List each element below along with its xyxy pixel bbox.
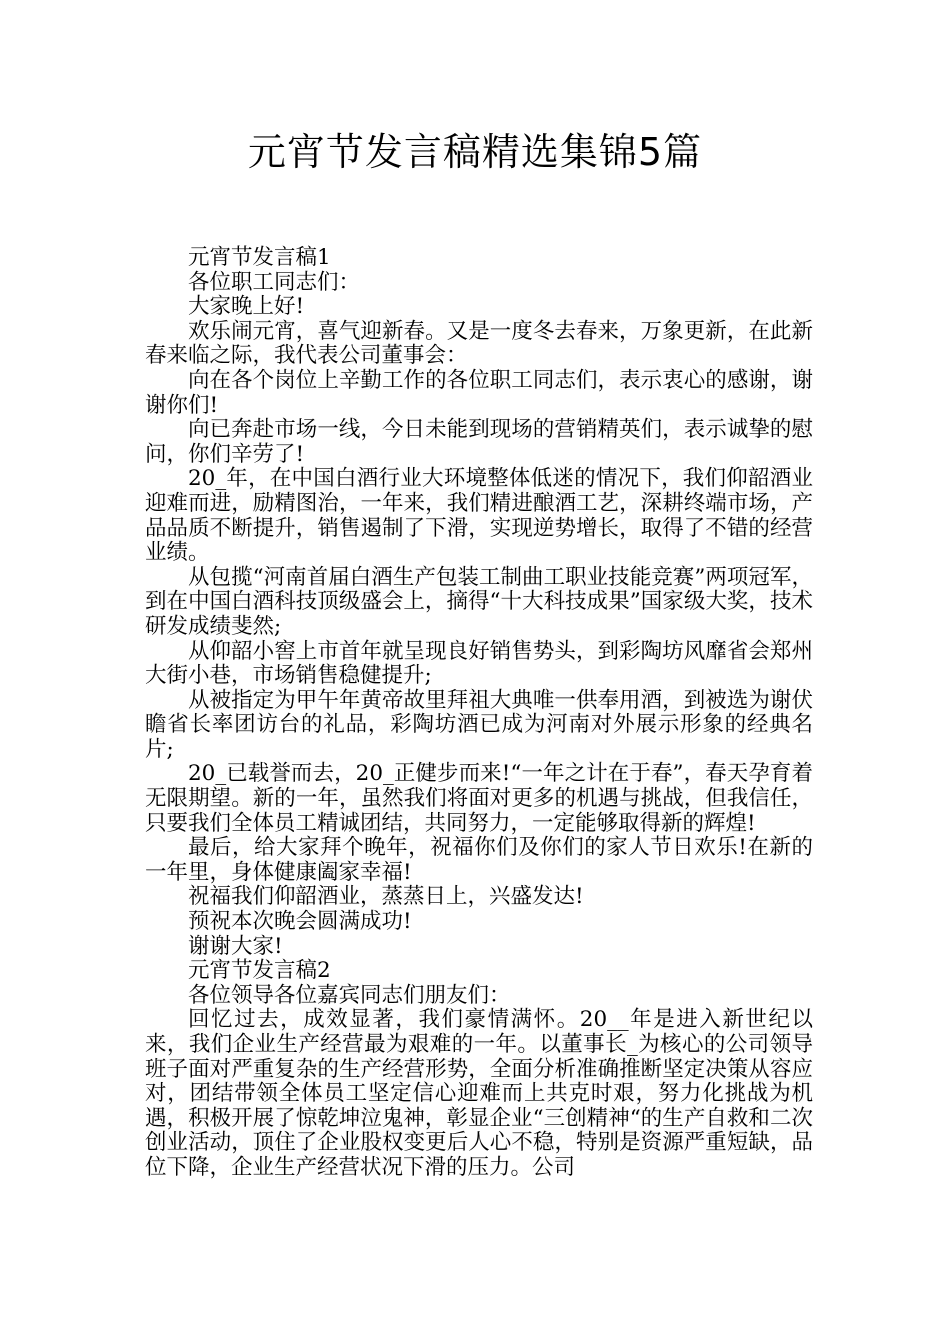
paragraph: 欢乐闹元宵，喜气迎新春。又是一度冬去春来，万象更新，在此新春来临之际，我代表公司董事会： <box>145 318 813 369</box>
paragraph: 从仰韶小窖上市首年就呈现良好销售势头，到彩陶坊风靡省会郑州大街小巷，市场销售稳健提升; <box>145 638 813 689</box>
paragraph: 谢谢大家! <box>188 933 283 959</box>
paragraph: 从被指定为甲午年黄帝故里拜祖大典唯一供奉用酒，到被选为谢伏瞻省长率团访台的礼品，彩陶坊酒已成为河南对外展示形象的经典名片; <box>145 687 813 762</box>
paragraph: 20_年，在中国白酒行业大环境整体低迷的情况下，我们仰韶酒业迎难而进，励精图治，一年来，我们精进酿酒工艺，深耕终端市场，产品品质不断提升，销售遏制了下滑，实现逆势增长，取得了不错的经营业绩。 <box>145 466 813 566</box>
paragraph: 各位职工同志们： <box>188 269 361 295</box>
paragraph: 回忆过去，成效显著，我们豪情满怀。20__年是进入新世纪以来，我们企业生产经营最为艰难的一年。以董事长_为核心的公司领导班子面对严重复杂的生产经营形势，全面分析准确推断坚定决策从容应对，团结带领全体员工坚定信心迎难而上共克时艰，努力化挑战为机遇，积极开展了惊乾坤泣鬼神，彰显企业“三创精神“的生产自救和二次创业活动，顶住了企业股权变更后人心不稳，特别是资源严重短缺，品位下降，企业生产经营状况下滑的压力。公司 <box>145 1007 813 1180</box>
paragraph: 向已奔赴市场一线，今日未能到现场的营销精英们，表示诚挚的慰问，你们辛劳了! <box>145 417 813 467</box>
paragraph: 预祝本次晚会圆满成功! <box>188 909 412 935</box>
paragraph: 元宵节发言稿2 <box>188 958 331 984</box>
document-body <box>145 246 813 1181</box>
paragraph: 祝福我们仰韶酒业，蒸蒸日上，兴盛发达! <box>188 884 584 910</box>
paragraph: 最后，给大家拜个晚年，祝福你们及你们的家人节日欢乐!在新的一年里，身体健康阖家幸福! <box>145 835 813 885</box>
paragraph: 从包揽“河南首届白酒生产包装工制曲工职业技能竞赛”两项冠军，到在中国白酒科技顶级盛会上，摘得“十大科技成果”国家级大奖，技术研发成绩斐然; <box>145 564 813 639</box>
paragraph: 向在各个岗位上辛勤工作的各位职工同志们，表示衷心的感谢，谢谢你们! <box>145 367 813 418</box>
paragraph: 元宵节发言稿1 <box>188 245 331 270</box>
page-title: 元宵节发言稿精选集锦5篇 <box>247 130 703 174</box>
paragraph: 大家晚上好! <box>188 294 305 320</box>
paragraph: 20_已载誉而去，20_正健步而来!“一年之计在于春”，春天孕育着无限期望。新的一年，虽然我们将面对更多的机遇与挑战，但我信任，只要我们全体员工精诚团结，共同努力，一定能够取得新的辉煌! <box>145 761 813 836</box>
paragraph: 各位领导各位嘉宾同志们朋友们： <box>188 982 511 1008</box>
